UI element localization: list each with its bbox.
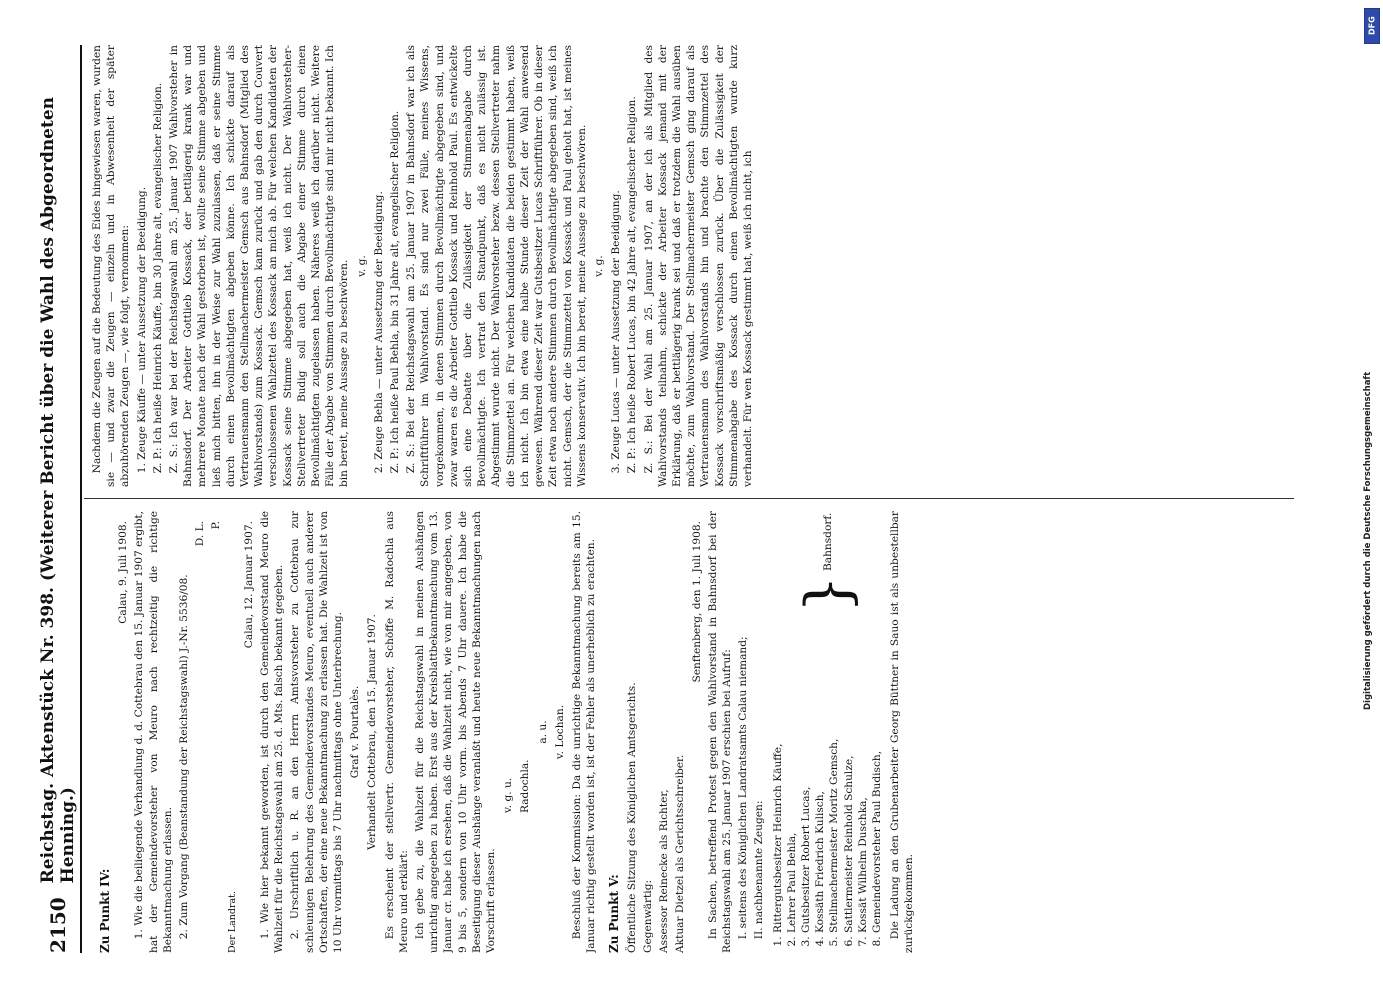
column-divider	[84, 498, 1294, 499]
witness-personal: Z. P.: Ich heiße Robert Lucas, bin 42 Jahre alt, evangelischer Religion.	[626, 96, 639, 474]
page-header	[38, 45, 78, 953]
paragraph: 1. Wie die beiliegende Verhandlung d. d. Cottebrau den 15. Januar 1907 ergibt, hat der Gemeindevorsteher von Meuro nach rechtzeitig die richtige Bekanntmachung erlassen.	[133, 511, 174, 953]
witness-heading: 2. Zeuge Behla — unter Aussetzung der Beeidigung.	[372, 191, 385, 474]
paragraph: 2. Urschriftlich u. R. an den Herrn Amtsvorsteher zu Cottebrau zur schleunigen Belehrung des Gemeindevorstandes Meuro, eventuell auch anderer Ortschaften, der eine neue Bekanntmachung zu erlassen hat. Die Wahlzeit ist von 10 Uhr vormittags bis 7 Uhr nachmittags ohne Unterbrechung.	[289, 511, 345, 953]
brace: }	[793, 575, 864, 614]
witness-item: 6. Sattlermeister Reinhold Schulze,	[842, 613, 856, 933]
au-mark: a. u.	[536, 720, 549, 744]
paragraph: Es erscheint der stellvertr. Gemeindevorsteher, Schöffe M. Radochla aus Meuro und erklärt:	[383, 511, 410, 953]
paragraph: 2. Zum Vorgang (Beanstandung der Reichstagswahl) J.-Nr. 5536/08.	[178, 574, 191, 940]
witness-item: 2. Lehrer Paul Behla,	[785, 613, 799, 933]
brace-place: Bahnsdorf.	[822, 512, 835, 571]
signature: Graf v. Pourtalès.	[349, 685, 362, 779]
signature: v. Lochan.	[553, 704, 566, 760]
paragraph: Ich gebe zu, die Wahlzeit für die Reichstagswahl in meinen Aushängen unrichtig angegeben zu haben. Erst aus der Kreisblattbekanntmachung vom 13. Januar cr. habe ich ersehen, daß die Wahlzeit nicht, wie von mir angegeben, von 9 bis 5, sondern von 10 Uhr vorm. bis Abends 7 Uhr dauere. Ich habe die Beseitigung dieser Aushänge veranlaßt und heute neue Bekanntmachungen nach Vorschrift erlassen.	[414, 511, 498, 953]
witness-item: 3. Gutsbesitzer Robert Lucas,	[799, 613, 813, 933]
session-title: Öffentliche Sitzung des Königlichen Amtsgerichts.	[625, 682, 638, 953]
place-date: Calau, 12. Januar 1907.	[242, 521, 255, 649]
signature: Radochla.	[519, 759, 532, 813]
paragraph: Nachdem die Zeugen auf die Bedeutung des Eides hingewiesen waren, wurden sie — und zwar die Zeugen — einzeln und in Abwesenheit der später abzuhörenden Zeugen —, wie folgt, vernommen:	[91, 45, 132, 487]
witness-heading: 3. Zeuge Lucas — unter Aussetzung der Beeidigung.	[610, 190, 623, 474]
page-title: Reichstag. Aktenstück Nr. 398. (Weiterer Bericht über die Wahl des Abgeordneten Henning.)	[38, 96, 78, 884]
witness-item: 8. Gemeindevorsteher Paul Budisch,	[870, 613, 884, 933]
section-heading-punkt-iv: Zu Punkt IV:	[98, 868, 112, 953]
paragraph: 1. Wie hier bekannt geworden, ist durch den Gemeindevorstand Meuro die Wahlzeit für die Reichstagswahl am 25. d. Mts. falsch bekannt gegeben.	[259, 511, 286, 953]
witness-personal: Z. P.: Ich heiße Heinrich Käuffe, bin 30 Jahre alt, evangelischer Religion.	[151, 82, 164, 474]
signature: P.	[210, 521, 223, 530]
vgu-mark: v. g. u.	[502, 777, 515, 813]
record-title: Verhandelt Cottebrau, den 15. Januar 1907.	[366, 614, 379, 850]
witness-heading: 1. Zeuge Käuffe — unter Aussetzung der Beeidigung.	[135, 186, 148, 474]
section-heading-punkt-v: Zu Punkt V:	[606, 874, 621, 953]
witness-statement: Z. S.: Bei der Wahl am 25. Januar 1907, an der ich als Mitglied des Wahlvorstands teilnahm, schickte der Arbeiter Kossack jemand mit der Erklärung, daß er bettlägerig krank sei und daß er trotzdem die Wahl ausüben möchte, zum Wahlvorstand. Der Stellmachermeister Gemsch ging darauf als Vertrauensmann des Wahlvorstands hin und brachte den Stimmzettel des Kossack vorschriftsmäßig verschlossen zurück. Über die Zulässigkeit der Stimmenabgabe des Kossack durch einen Bevollmächtigten wurde kurz verhandelt. Für wen Kossack gestimmt hat, weiß ich nicht, ich	[642, 45, 754, 487]
list-item: I. seitens des Königlichen Landratsamts Calau niemand;	[737, 636, 750, 940]
witness-item: 1. Rittergutsbesitzer Heinrich Käuffe,	[771, 613, 785, 933]
witness-list	[771, 613, 885, 953]
vg-mark: v. g.	[355, 255, 368, 277]
left-column	[90, 511, 1305, 953]
paragraph: Die Ladung an den Grubenarbeiter Georg Büttner in Sauo ist als unbestellbar zurückgekommen.	[889, 511, 916, 953]
witness-block	[769, 511, 889, 953]
list-item: II. nachbenannte Zeugen:	[753, 800, 766, 940]
witness-personal: Z. P.: Ich heiße Paul Behla, bin 31 Jahre alt, evangelischer Religion.	[389, 110, 402, 474]
present-entry: Assessor Reinecke als Richter,	[658, 789, 671, 953]
header-rule	[80, 45, 82, 953]
commission-resolution: Beschluß der Kommission: Da die unrichtige Bekanntmachung bereits am 15. Januar richtig gestellt worden ist, ist der Fehler als unerheblich zu erachten.	[571, 511, 598, 953]
vg-mark: v. g.	[592, 255, 605, 277]
witness-statement: Z. S.: Ich war bei der Reichstagswahl am 25. Januar 1907 Wahlvorsteher in Bahnsdorf. Der Arbeiter Gottlieb Kossack, der bettlägerig krank war und mehrere Monate nach der Wahl gestorben ist, wollte seine Stimme abgeben und ließ mich bitten, ihn in der Weise zur Wahl zuzulassen, daß er seine Stimme durch einen Bevollmächtigten abgeben könne. Ich schickte darauf als Vertrauensmann den Stellmachermeister Gemsch aus Bahnsdorf (Mitglied des Wahlvorstands) zum Kossack. Gemsch kam zurück und gab den durch Couvert verschlossenen Wahlzettel des Kossack an mich ab. Für welchen Kandidaten der Kossack seine Stimme abgegeben hat, weiß ich nicht. Der Wahlvorsteher-Stellvertreter Budig soll auch die Abgabe einer Stimme durch einen Bevollmächtigten zugelassen haben. Näheres weiß ich darüber nicht. Weitere Fälle der Abgabe von Stimmen durch Bevollmächtigte sind mir nicht bekannt. Ich bin bereit, meine Aussage zu beschwören.	[168, 45, 351, 487]
witness-item: 5. Stellmachermeister Moritz Gemsch,	[827, 613, 841, 933]
office-label: Der Landrat.	[226, 890, 238, 953]
present-label: Gegenwärtig:	[641, 879, 654, 953]
rotated-page	[38, 45, 1332, 953]
dfg-credit: Digitalisierung gefördert durch die Deutsche Forschungsgemeinschaft	[1363, 371, 1373, 710]
right-column	[90, 45, 1305, 487]
witness-item: 7. Kossät Wilhelm Duschka,	[856, 613, 870, 933]
page-number: 2150	[46, 897, 70, 953]
witness-item: 4. Kossäth Friedrich Kulisch,	[813, 613, 827, 933]
paragraph: In Sachen, betreffend Protest gegen den Wahlvorstand in Bahnsdorf bei der Reichstagswahl am 25. Januar 1907 erschien bei Aufruf:	[706, 511, 733, 953]
present-entry: Aktuar Dietzel als Gerichtsschreiber.	[674, 754, 687, 953]
place-date: Senftenberg, den 1. Juli 1908.	[690, 521, 703, 683]
witness-statement: Z. S.: Bei der Reichstagswahl am 25. Januar 1907 in Bahnsdorf war ich als Schriftführer im Wahlvorstand. Es sind nur zwei Fälle, meines Wissens, vorgekommen, in denen Stimmen durch Bevollmächtigte abgegeben sind, und zwar waren es die Arbeiter Gottlieb Kossack und Reinhold Paul. Es entwickelte sich eine Debatte über die Zulässigkeit der Stimmenabgabe durch Bevollmächtigte. Ich vertrat den Standpunkt, daß es nicht zulässig ist. Abgestimmt wurde nicht. Der Wahlvorsteher bezw. dessen Stellvertreter nahm die Stimmzettel an. Für welchen Kandidaten die beiden gestimmt haben, weiß ich nicht. Ich bin etwa eine halbe Stunde dieser Zeit der Wahl anwesend gewesen. Während dieser Zeit war Gutsbesitzer Lucas Schriftführer. Ob in dieser Zeit etwa noch andere Stimmen durch Bevollmächtigte abgegeben sind, weiß ich nicht. Gemsch, der die Stimmzettel von Kossack und Paul geholt hat, ist meines Wissens konservativ. Ich bin bereit, meine Aussage zu beschwören.	[405, 45, 588, 487]
place-date: Calau, 9. Juli 1908.	[117, 521, 130, 624]
signature: D. L.	[194, 521, 207, 547]
dfg-logo-icon: DFG	[1364, 8, 1380, 44]
